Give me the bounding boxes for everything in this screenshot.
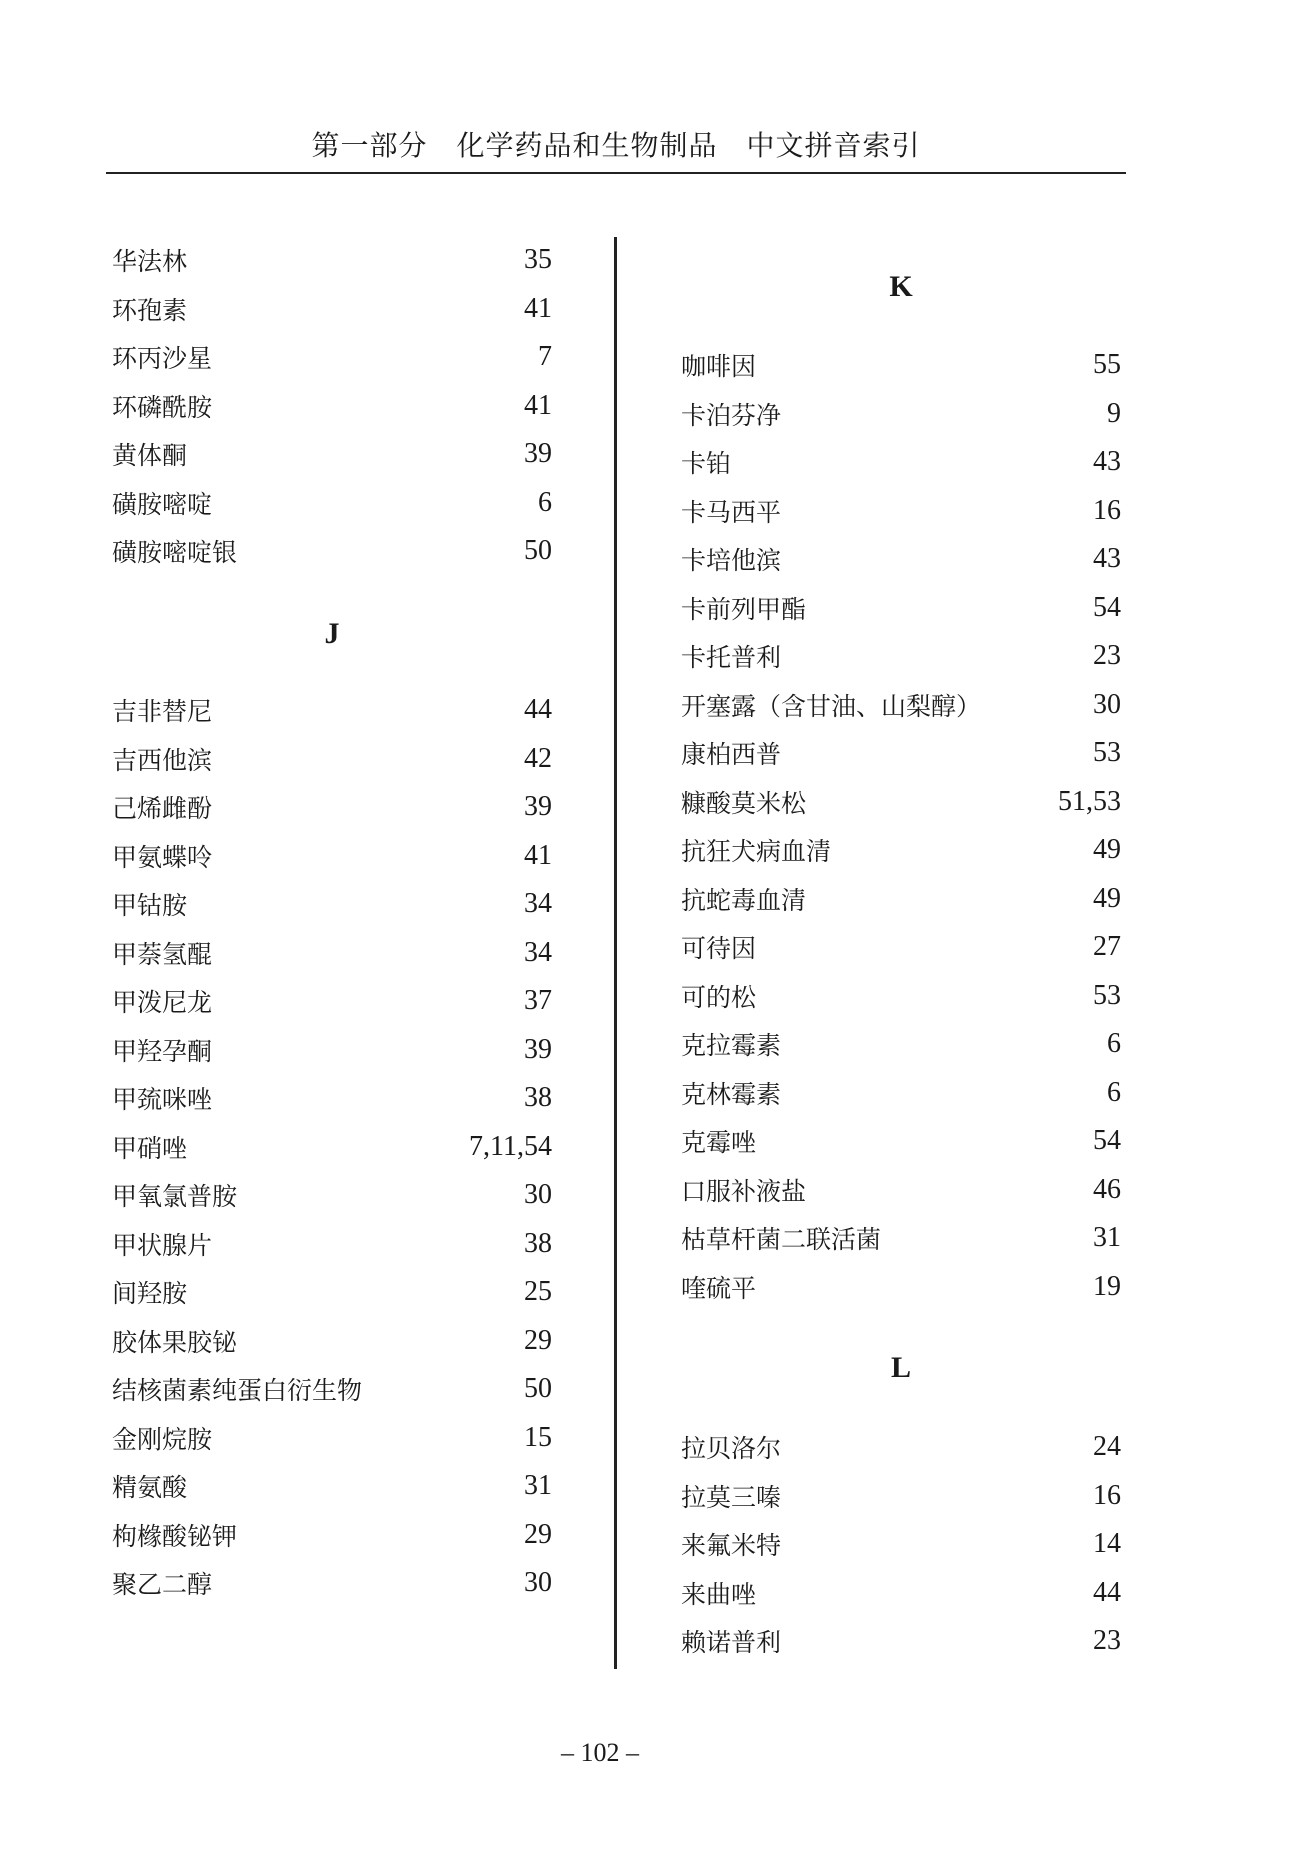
entry-page-number: 27 xyxy=(1093,931,1121,962)
index-entry xyxy=(681,1573,1121,1613)
index-entry xyxy=(112,884,552,924)
index-entry xyxy=(112,240,552,280)
entry-name: 己烯雌酚 xyxy=(112,794,213,823)
entry-name: 口服补液盐 xyxy=(681,1176,807,1206)
entry-name: 甲氧氯普胺 xyxy=(112,1182,238,1211)
page-number: – 102 – xyxy=(561,1738,639,1767)
entry-name: 可待因 xyxy=(681,934,757,963)
entry-page-number: 43 xyxy=(1093,446,1121,477)
entry-name: 吉非替尼 xyxy=(112,697,213,726)
entry-name: 克林霉素 xyxy=(681,1079,782,1109)
index-entry xyxy=(681,976,1121,1016)
entry-page-number: 23 xyxy=(1093,640,1121,671)
entry-name: 开塞露（含甘油、山梨醇） xyxy=(681,691,982,721)
entry-page-number: 53 xyxy=(1093,737,1121,768)
entry-name: 环孢素 xyxy=(112,295,188,325)
entry-name: 来曲唑 xyxy=(681,1579,757,1609)
entry-name: 拉贝洛尔 xyxy=(681,1434,782,1463)
index-entry xyxy=(112,386,552,426)
index-entry xyxy=(681,636,1121,676)
index-entry xyxy=(681,1073,1121,1113)
index-entry xyxy=(112,483,552,523)
entry-page-number: 50 xyxy=(524,1373,552,1404)
index-entry xyxy=(681,1170,1121,1210)
index-entry xyxy=(681,733,1121,773)
entry-page-number: 31 xyxy=(1093,1222,1121,1253)
entry-page-number: 24 xyxy=(1093,1431,1121,1462)
index-entry xyxy=(681,442,1121,482)
index-entry xyxy=(112,289,552,329)
index-entry xyxy=(112,1466,552,1506)
index-entry xyxy=(112,1127,552,1167)
section-letter-heading: J xyxy=(324,617,340,650)
entry-page-number: 39 xyxy=(524,1033,552,1065)
entry-name: 克拉霉素 xyxy=(681,1031,782,1060)
entry-page-number: 51,53 xyxy=(1058,785,1121,817)
entry-name: 糠酸莫米松 xyxy=(681,788,807,818)
index-entry xyxy=(112,981,552,1021)
entry-page-number: 29 xyxy=(524,1324,552,1356)
index-entry xyxy=(681,539,1121,579)
entry-page-number: 41 xyxy=(524,389,552,421)
index-entry xyxy=(681,588,1121,628)
entry-page-number: 16 xyxy=(1093,1479,1121,1511)
entry-name: 康柏西普 xyxy=(681,740,782,769)
entry-name: 华法林 xyxy=(112,247,188,276)
entry-name: 甲萘氢醌 xyxy=(112,939,213,969)
entry-page-number: 16 xyxy=(1093,494,1121,526)
entry-page-number: 35 xyxy=(524,244,552,275)
entry-page-number: 29 xyxy=(524,1518,552,1550)
entry-page-number: 7 xyxy=(538,341,552,372)
entry-page-number: 39 xyxy=(524,791,552,822)
index-entry xyxy=(681,345,1121,385)
entry-page-number: 30 xyxy=(524,1179,552,1210)
entry-name: 甲羟孕酮 xyxy=(112,1036,213,1066)
entry-page-number: 49 xyxy=(1093,834,1121,865)
page-header: 第一部分 化学药品和生物制品 中文拼音索引 xyxy=(311,129,921,162)
entry-page-number: 41 xyxy=(524,292,552,324)
entry-name: 克霉唑 xyxy=(681,1128,757,1157)
index-entry xyxy=(112,1563,552,1603)
index-entry xyxy=(112,1272,552,1312)
entry-page-number: 23 xyxy=(1093,1625,1121,1656)
column-divider xyxy=(614,237,617,1669)
entry-name: 甲钴胺 xyxy=(112,891,188,920)
entry-name: 抗狂犬病血清 xyxy=(681,837,832,866)
index-entry xyxy=(681,491,1121,531)
entry-name: 环磷酰胺 xyxy=(112,392,213,422)
index-entry xyxy=(681,1121,1121,1161)
index-entry xyxy=(112,1418,552,1458)
entry-name: 甲巯咪唑 xyxy=(112,1085,213,1114)
section-letter-heading: L xyxy=(890,1351,911,1384)
index-entry xyxy=(112,690,552,730)
entry-page-number: 54 xyxy=(1093,1125,1121,1156)
entry-name: 枯草杆菌二联活菌 xyxy=(681,1225,882,1254)
index-entry xyxy=(681,927,1121,967)
index-entry xyxy=(681,1218,1121,1258)
entry-name: 枸橼酸铋钾 xyxy=(112,1521,238,1551)
entry-name: 间羟胺 xyxy=(112,1279,188,1308)
entry-page-number: 49 xyxy=(1093,882,1121,914)
entry-name: 吉西他滨 xyxy=(112,745,213,775)
entry-name: 来氟米特 xyxy=(681,1531,782,1560)
index-entry xyxy=(681,394,1121,434)
entry-page-number: 31 xyxy=(524,1470,552,1501)
entry-name: 卡泊芬净 xyxy=(681,400,782,430)
entry-name: 环丙沙星 xyxy=(112,344,213,373)
entry-name: 甲泼尼龙 xyxy=(112,988,213,1017)
entry-page-number: 55 xyxy=(1093,349,1121,380)
entry-name: 咖啡因 xyxy=(681,352,757,381)
entry-name: 结核菌素纯蛋白衍生物 xyxy=(112,1376,363,1405)
entry-name: 磺胺嘧啶 xyxy=(112,489,213,519)
entry-name: 金刚烷胺 xyxy=(112,1424,213,1454)
entry-name: 聚乙二醇 xyxy=(112,1570,213,1599)
entry-page-number: 50 xyxy=(524,535,552,566)
entry-page-number: 53 xyxy=(1093,979,1121,1011)
index-entry xyxy=(112,787,552,827)
entry-page-number: 41 xyxy=(524,839,552,871)
index-entry xyxy=(112,1030,552,1070)
index-entry xyxy=(112,434,552,474)
index-entry xyxy=(112,1078,552,1118)
header-rule xyxy=(106,172,1126,174)
index-entry xyxy=(112,1321,552,1361)
index-entry xyxy=(681,1427,1121,1467)
index-entry xyxy=(681,1267,1121,1307)
entry-name: 抗蛇毒血清 xyxy=(681,885,807,915)
section-letter-heading: K xyxy=(889,270,913,303)
index-entry xyxy=(112,739,552,779)
index-entry xyxy=(112,531,552,571)
entry-page-number: 9 xyxy=(1107,397,1121,429)
entry-name: 拉莫三嗪 xyxy=(681,1482,782,1512)
entry-name: 甲氨蝶呤 xyxy=(112,842,213,872)
entry-page-number: 30 xyxy=(524,1567,552,1598)
entry-page-number: 6 xyxy=(1107,1028,1121,1059)
index-entry xyxy=(112,1175,552,1215)
entry-page-number: 34 xyxy=(524,888,552,919)
index-entry xyxy=(112,1369,552,1409)
entry-page-number: 6 xyxy=(1107,1076,1121,1108)
entry-name: 卡马西平 xyxy=(681,497,782,527)
entry-page-number: 30 xyxy=(1093,688,1121,720)
entry-name: 甲状腺片 xyxy=(112,1230,213,1260)
index-entry xyxy=(681,782,1121,822)
index-entry xyxy=(681,1524,1121,1564)
entry-name: 赖诺普利 xyxy=(681,1628,782,1657)
index-entry xyxy=(112,337,552,377)
entry-page-number: 6 xyxy=(538,486,552,518)
entry-name: 磺胺嘧啶银 xyxy=(112,538,238,567)
entry-name: 卡托普利 xyxy=(681,643,782,672)
entry-page-number: 44 xyxy=(524,694,552,725)
entry-page-number: 38 xyxy=(524,1082,552,1113)
entry-page-number: 25 xyxy=(524,1276,552,1307)
entry-page-number: 19 xyxy=(1093,1270,1121,1302)
entry-page-number: 54 xyxy=(1093,591,1121,623)
entry-page-number: 14 xyxy=(1093,1528,1121,1559)
entry-name: 黄体酮 xyxy=(112,441,188,470)
entry-page-number: 44 xyxy=(1093,1576,1121,1608)
entry-page-number: 38 xyxy=(524,1227,552,1259)
entry-page-number: 37 xyxy=(524,985,552,1016)
entry-name: 卡培他滨 xyxy=(681,546,782,575)
entry-name: 甲硝唑 xyxy=(112,1133,188,1163)
entry-name: 卡铂 xyxy=(681,449,732,478)
entry-page-number: 43 xyxy=(1093,543,1121,574)
index-entry xyxy=(112,933,552,973)
entry-name: 精氨酸 xyxy=(112,1473,188,1502)
entry-name: 卡前列甲酯 xyxy=(681,594,807,624)
entry-name: 胶体果胶铋 xyxy=(112,1327,238,1357)
index-entry xyxy=(112,1224,552,1264)
entry-page-number: 15 xyxy=(524,1421,552,1453)
index-entry xyxy=(681,685,1121,725)
index-entry xyxy=(681,1024,1121,1064)
entry-page-number: 46 xyxy=(1093,1173,1121,1205)
entry-name: 可的松 xyxy=(681,982,757,1012)
index-entry xyxy=(681,1621,1121,1661)
entry-page-number: 34 xyxy=(524,936,552,968)
entry-page-number: 39 xyxy=(524,438,552,469)
index-entry xyxy=(681,1476,1121,1516)
index-entry xyxy=(112,1515,552,1555)
entry-name: 喹硫平 xyxy=(681,1273,757,1303)
entry-page-number: 7,11,54 xyxy=(469,1130,552,1162)
index-entry xyxy=(112,836,552,876)
entry-page-number: 42 xyxy=(524,742,552,774)
index-entry xyxy=(681,830,1121,870)
index-entry xyxy=(681,879,1121,919)
